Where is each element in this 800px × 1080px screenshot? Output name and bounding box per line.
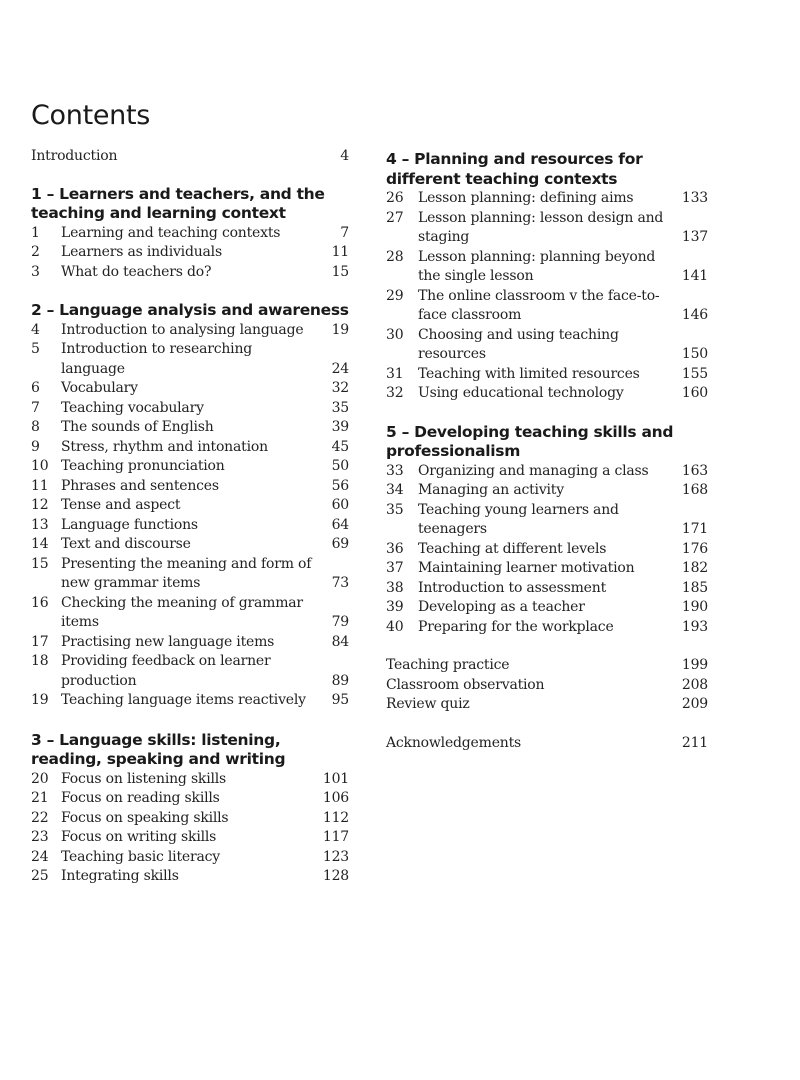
chapter-page: 112 — [322, 809, 349, 826]
entry-title: Review quiz — [386, 696, 470, 712]
chapter-page: 11 — [331, 244, 349, 260]
chapter-page: 7 — [340, 224, 349, 241]
chapter-entry[interactable] — [386, 189, 708, 209]
chapter-number: 15 — [31, 555, 49, 572]
chapter-entry[interactable] — [386, 326, 708, 365]
chapter-number: 13 — [31, 516, 49, 533]
chapter-number: 6 — [31, 380, 40, 396]
entry-page: 209 — [681, 696, 708, 712]
page-title: Contents — [31, 100, 151, 131]
chapter-title: Lesson planning: defining aims — [418, 190, 634, 206]
chapter-entry[interactable] — [386, 462, 708, 482]
chapter-number: 36 — [386, 540, 404, 557]
chapter-number: 21 — [31, 790, 49, 806]
chapter-page: 19 — [331, 321, 349, 338]
chapter-page: 171 — [681, 521, 708, 537]
chapter-entry[interactable] — [31, 340, 349, 379]
chapter-page: 35 — [331, 399, 349, 416]
chapter-entry[interactable] — [31, 594, 349, 633]
chapter-title: Focus on listening skills — [61, 770, 227, 787]
introduction-entry[interactable] — [31, 147, 349, 167]
chapter-page: 45 — [331, 438, 349, 455]
chapter-number: 29 — [386, 287, 404, 304]
chapter-page: 155 — [681, 365, 708, 382]
chapter-title: Language functions — [61, 516, 198, 533]
chapter-title: Checking the meaning of grammar items — [61, 594, 303, 630]
chapter-number: 11 — [31, 477, 49, 494]
chapter-title: Introduction to assessment — [418, 579, 606, 596]
chapter-title: Focus on reading skills — [61, 790, 220, 806]
chapter-page: 69 — [331, 536, 349, 552]
chapter-page: 137 — [681, 229, 708, 245]
chapter-number: 18 — [31, 653, 49, 669]
chapter-number: 37 — [386, 560, 404, 576]
chapter-page: 39 — [331, 419, 349, 435]
chapter-page: 160 — [681, 385, 708, 401]
chapter-entry[interactable] — [31, 243, 349, 263]
back-matter-entry[interactable] — [386, 676, 708, 696]
chapter-title: Preparing for the workplace — [418, 618, 614, 635]
chapter-number: 7 — [31, 399, 40, 416]
chapter-number: 9 — [31, 438, 40, 455]
chapter-number: 26 — [386, 190, 404, 206]
section-heading-2: 2 – Language analysis and awareness — [31, 301, 349, 319]
chapter-number: 19 — [31, 692, 49, 708]
chapter-number: 33 — [386, 462, 404, 479]
chapter-number: 1 — [31, 224, 40, 241]
chapter-page: 32 — [331, 380, 349, 396]
entry-page: 199 — [681, 657, 708, 673]
chapter-title: Teaching vocabulary — [61, 399, 204, 416]
chapter-page: 73 — [331, 575, 349, 591]
chapter-title: Developing as a teacher — [418, 599, 585, 615]
chapter-number: 3 — [31, 263, 40, 280]
chapter-page: 56 — [331, 477, 349, 494]
chapter-number: 12 — [31, 497, 49, 513]
chapter-number: 28 — [386, 248, 404, 265]
chapter-entry[interactable] — [386, 540, 708, 560]
chapter-entry[interactable] — [31, 399, 349, 419]
chapter-title: Lesson planning: lesson design and staging — [418, 209, 664, 245]
chapter-entry[interactable] — [31, 633, 349, 653]
chapter-entry[interactable] — [31, 848, 349, 868]
chapter-page: 128 — [322, 868, 349, 884]
entry-page: 4 — [340, 148, 349, 164]
entry-title: Classroom observation — [386, 676, 545, 693]
chapter-entry[interactable] — [31, 535, 349, 555]
chapter-number: 34 — [386, 482, 404, 498]
chapter-page: 123 — [322, 848, 349, 865]
chapter-title: Text and discourse — [61, 536, 191, 552]
section-heading-4: 4 – Planning and resources for different teaching contexts — [386, 150, 643, 188]
chapter-title: Learning and teaching contexts — [61, 224, 281, 241]
chapter-number: 25 — [31, 868, 49, 884]
chapter-page: 117 — [322, 829, 349, 845]
chapter-number: 23 — [31, 829, 49, 845]
chapter-number: 16 — [31, 594, 49, 611]
chapter-title: Teaching with limited resources — [418, 365, 640, 382]
chapter-page: 84 — [331, 633, 349, 650]
chapter-entry[interactable] — [31, 263, 349, 283]
chapter-entry[interactable] — [31, 770, 349, 790]
chapter-title: Practising new language items — [61, 633, 275, 650]
chapter-number: 17 — [31, 633, 49, 650]
chapter-title: Presenting the meaning and form of new grammar items — [61, 555, 312, 591]
chapter-title: Teaching young learners and teenagers — [418, 501, 619, 537]
chapter-entry[interactable] — [31, 477, 349, 497]
chapter-number: 8 — [31, 419, 40, 435]
chapter-title: Organizing and managing a class — [418, 462, 649, 479]
chapter-title: The sounds of English — [61, 419, 214, 435]
chapter-number: 5 — [31, 341, 40, 357]
chapter-number: 2 — [31, 244, 40, 260]
chapter-title: Integrating skills — [61, 868, 179, 884]
chapter-page: 15 — [331, 263, 349, 280]
chapter-entry[interactable] — [31, 828, 349, 848]
section-heading-1: 1 – Learners and teachers, and the teaching and learning context — [31, 184, 325, 222]
chapter-entry[interactable] — [31, 379, 349, 399]
chapter-entry[interactable] — [31, 321, 349, 341]
chapter-page: 163 — [681, 462, 708, 479]
chapter-entry[interactable] — [386, 598, 708, 618]
chapter-entry[interactable] — [386, 287, 708, 326]
chapter-entry[interactable] — [386, 559, 708, 579]
chapter-title: Vocabulary — [61, 380, 138, 396]
chapter-title: Phrases and sentences — [61, 477, 219, 494]
chapter-entry[interactable] — [31, 496, 349, 516]
chapter-entry[interactable] — [31, 691, 349, 711]
chapter-title: Providing feedback on learner production — [61, 653, 271, 689]
chapter-title: What do teachers do? — [61, 263, 212, 280]
chapter-page: 95 — [331, 692, 349, 708]
chapter-page: 50 — [331, 458, 349, 474]
chapter-entry[interactable] — [386, 618, 708, 638]
contents-left-column — [31, 147, 349, 887]
chapter-entry[interactable] — [31, 867, 349, 887]
chapter-number: 32 — [386, 385, 404, 401]
entry-title: Teaching practice — [386, 657, 510, 673]
chapter-entry[interactable] — [31, 516, 349, 536]
chapter-entry[interactable] — [31, 418, 349, 438]
back-matter-entry[interactable] — [386, 656, 708, 676]
chapter-title: Stress, rhythm and intonation — [61, 438, 268, 455]
chapter-number: 14 — [31, 536, 49, 552]
chapter-title: Teaching basic literacy — [61, 848, 220, 865]
chapter-title: Choosing and using teaching resources — [418, 326, 619, 362]
chapter-page: 60 — [331, 497, 349, 513]
chapter-title: Introduction to analysing language — [61, 321, 304, 338]
chapter-title: Maintaining learner motivation — [418, 560, 635, 576]
chapter-entry[interactable] — [386, 579, 708, 599]
chapter-page: 64 — [331, 516, 349, 533]
chapter-entry[interactable] — [386, 248, 708, 287]
chapter-number: 38 — [386, 579, 404, 596]
chapter-entry[interactable] — [31, 652, 349, 691]
chapter-title: Teaching language items reactively — [61, 692, 306, 708]
chapter-title: Lesson planning: planning beyond the single lesson — [418, 248, 656, 284]
chapter-number: 30 — [386, 326, 404, 343]
chapter-title: Tense and aspect — [61, 497, 181, 513]
back-matter-entry[interactable] — [386, 695, 708, 715]
entry-title: Introduction — [31, 148, 118, 164]
chapter-page: 190 — [681, 599, 708, 615]
chapter-page: 89 — [331, 672, 349, 689]
chapter-entry[interactable] — [386, 209, 708, 248]
chapter-page: 193 — [681, 618, 708, 635]
chapter-page: 101 — [322, 770, 349, 787]
chapter-title: Introduction to researching language — [61, 341, 253, 377]
chapter-number: 40 — [386, 618, 404, 635]
chapter-number: 31 — [386, 365, 404, 382]
chapter-entry[interactable] — [31, 789, 349, 809]
chapter-entry[interactable] — [386, 501, 708, 540]
acknowledgements-entry[interactable] — [386, 734, 708, 754]
chapter-number: 4 — [31, 321, 40, 338]
chapter-page: 141 — [681, 268, 708, 284]
chapter-number: 10 — [31, 458, 49, 474]
chapter-entry[interactable] — [31, 555, 349, 594]
chapter-number: 39 — [386, 599, 404, 615]
entry-page: 211 — [681, 734, 708, 751]
chapter-number: 20 — [31, 770, 49, 787]
chapter-page: 24 — [331, 360, 349, 377]
chapter-page: 79 — [331, 614, 349, 630]
chapter-page: 133 — [681, 190, 708, 206]
chapter-page: 176 — [681, 540, 708, 557]
chapter-number: 27 — [386, 209, 404, 226]
section-heading-5: 5 – Developing teaching skills and professionalism — [386, 422, 674, 460]
entry-page: 208 — [681, 676, 708, 693]
chapter-entry[interactable] — [31, 809, 349, 829]
chapter-number: 22 — [31, 809, 49, 826]
chapter-entry[interactable] — [386, 365, 708, 385]
chapter-entry[interactable] — [386, 384, 708, 404]
chapter-entry[interactable] — [386, 481, 708, 501]
chapter-number: 24 — [31, 848, 49, 865]
chapter-title: Teaching pronunciation — [61, 458, 225, 474]
contents-right-column — [386, 147, 708, 753]
entry-title: Acknowledgements — [386, 734, 522, 751]
chapter-title: Managing an activity — [418, 482, 564, 498]
chapter-page: 150 — [681, 346, 708, 362]
chapter-page: 106 — [322, 790, 349, 806]
chapter-title: Focus on writing skills — [61, 829, 217, 845]
chapter-title: Using educational technology — [418, 385, 624, 401]
chapter-title: Focus on speaking skills — [61, 809, 229, 826]
chapter-page: 185 — [681, 579, 708, 596]
chapter-entry[interactable] — [31, 438, 349, 458]
chapter-page: 168 — [681, 482, 708, 498]
chapter-title: Teaching at different levels — [418, 540, 607, 557]
chapter-title: The online classroom v the face-to-face classroom — [418, 287, 660, 323]
chapter-number: 35 — [386, 501, 404, 518]
chapter-entry[interactable] — [31, 457, 349, 477]
chapter-page: 182 — [681, 560, 708, 576]
chapter-title: Learners as individuals — [61, 244, 222, 260]
chapter-page: 146 — [681, 307, 708, 323]
chapter-entry[interactable] — [31, 224, 349, 244]
section-heading-3: 3 – Language skills: listening, reading, speaking and writing — [31, 730, 286, 768]
